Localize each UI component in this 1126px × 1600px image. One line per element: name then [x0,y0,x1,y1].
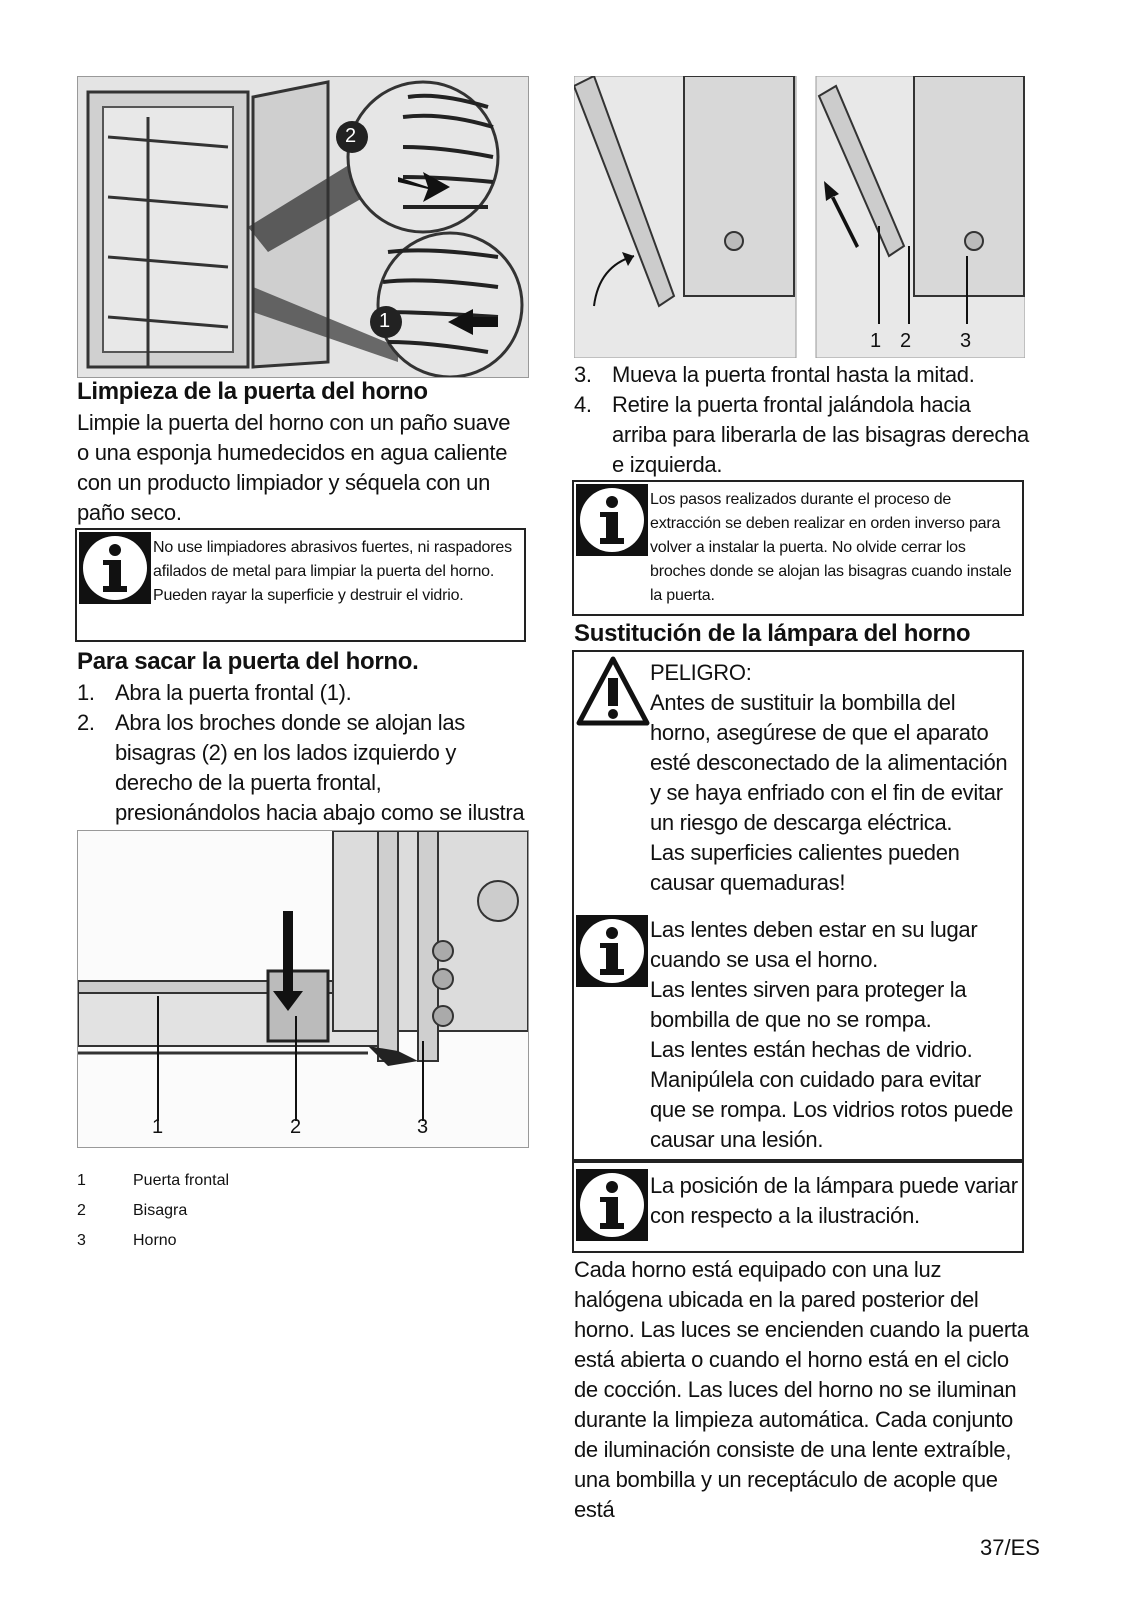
removal-note [572,480,1024,616]
info-icon [576,915,648,987]
lens-note-b: Las lentes sirven para proteger la bombilla de que no se rompa. [650,977,967,1032]
callout-3: 3 [960,330,972,352]
removal-heading: Para sacar la puerta del horno. [77,648,419,675]
legend-row: 3 Horno [77,1232,177,1249]
position-note-text: La posición de la lámpara puede variar con respecto a la ilustración. [650,1173,1018,1228]
cleaning-body: Limpie la puerta del horno con un paño suave o una esponja humedecidos en agua caliente con un producto limpiador y séquela con un paño seco. [77,410,511,525]
lens-note-c: Las lentes están hechas de vidrio. Manipúlela con cuidado para evitar que se rompa. Los vidrios rotos puede causar una lesión. [650,1037,1014,1152]
lens-note-a: Las lentes deben estar en su lugar cuando se usa el horno. [650,917,978,972]
cleaning-note-text: No use limpiadores abrasivos fuertes, ni raspadores afilados de metal para limpiar la puerta del horno. Pueden rayar la superficie y destruir el vidrio. [153,539,512,604]
door-slide-illustration [574,76,1025,358]
position-note [572,1161,1024,1253]
page-number: 37/ES [980,1535,1040,1560]
figure-hinge-closeup [77,830,529,1148]
danger-title: PELIGRO: [650,660,752,685]
info-icon [576,1169,648,1241]
danger-text-2: Las superficies calientes pueden causar quemaduras! [650,840,960,895]
step-3: 3. Mueva la puerta frontal hasta la mitad. [574,362,975,387]
step-2: 2. Abra los broches donde se alojan las bisagras (2) en los lados izquierdo y derecho de la puerta frontal, presionándolos hacia abajo como se ilustra [77,710,525,825]
figure-hinge-overview [77,76,529,378]
hinge-overview-illustration [78,77,528,377]
figure-door-slide [574,76,1025,358]
callout-1: 1 [870,330,882,352]
info-icon [79,532,151,604]
cleaning-heading: Limpieza de la puerta del horno [77,378,428,405]
hinge-closeup-illustration [78,831,528,1147]
callout-1: 1 [152,1116,164,1138]
step-1: 1. Abra la puerta frontal (1). [77,680,352,705]
info-icon [576,484,648,556]
callout-3: 3 [417,1116,429,1138]
warning-icon [576,656,650,726]
figure-legend [77,1166,229,1256]
danger-box [572,650,1024,911]
callout-1: 1 [379,310,391,332]
callout-2: 2 [290,1116,302,1138]
removal-steps-right [574,360,1029,480]
lamp-body: Cada horno está equipado con una luz halógena ubicada en la pared posterior del horno. Las luces se encienden cuando la puerta está abierta o cuando el horno está en el ciclo de cocción. Las luces del horno no se iluminan durante la limpieza automática. Cada conjunto de iluminación consiste de una lente extraíble, una bombilla y un receptáculo de acople que está [574,1257,1029,1522]
legend-row: 1 Puerta frontal [77,1172,230,1189]
legend-row: 2 Bisagra [77,1202,188,1219]
callout-2: 2 [345,125,357,147]
step-4: 4. Retire la puerta frontal jalándola hacia arriba para liberarla de las bisagras derecha e izquierda. [574,392,1029,477]
removal-note-text: Los pasos realizados durante el proceso de extracción se deben realizar en orden inverso para volver a instalar la puerta. No olvide cerrar los broches donde se alojan las bisagras cuando instale la puerta. [650,491,1012,604]
lens-note [572,907,1024,1161]
callout-2: 2 [900,330,912,352]
lamp-heading: Sustitución de la lámpara del horno [574,620,971,647]
danger-text: Antes de sustituir la bombilla del horno, asegúrese de que el aparato esté desconectado de la alimentación y se haya enfriado con el fin de evitar un riesgo de descarga eléctrica. [650,690,1008,835]
cleaning-note [75,528,526,642]
